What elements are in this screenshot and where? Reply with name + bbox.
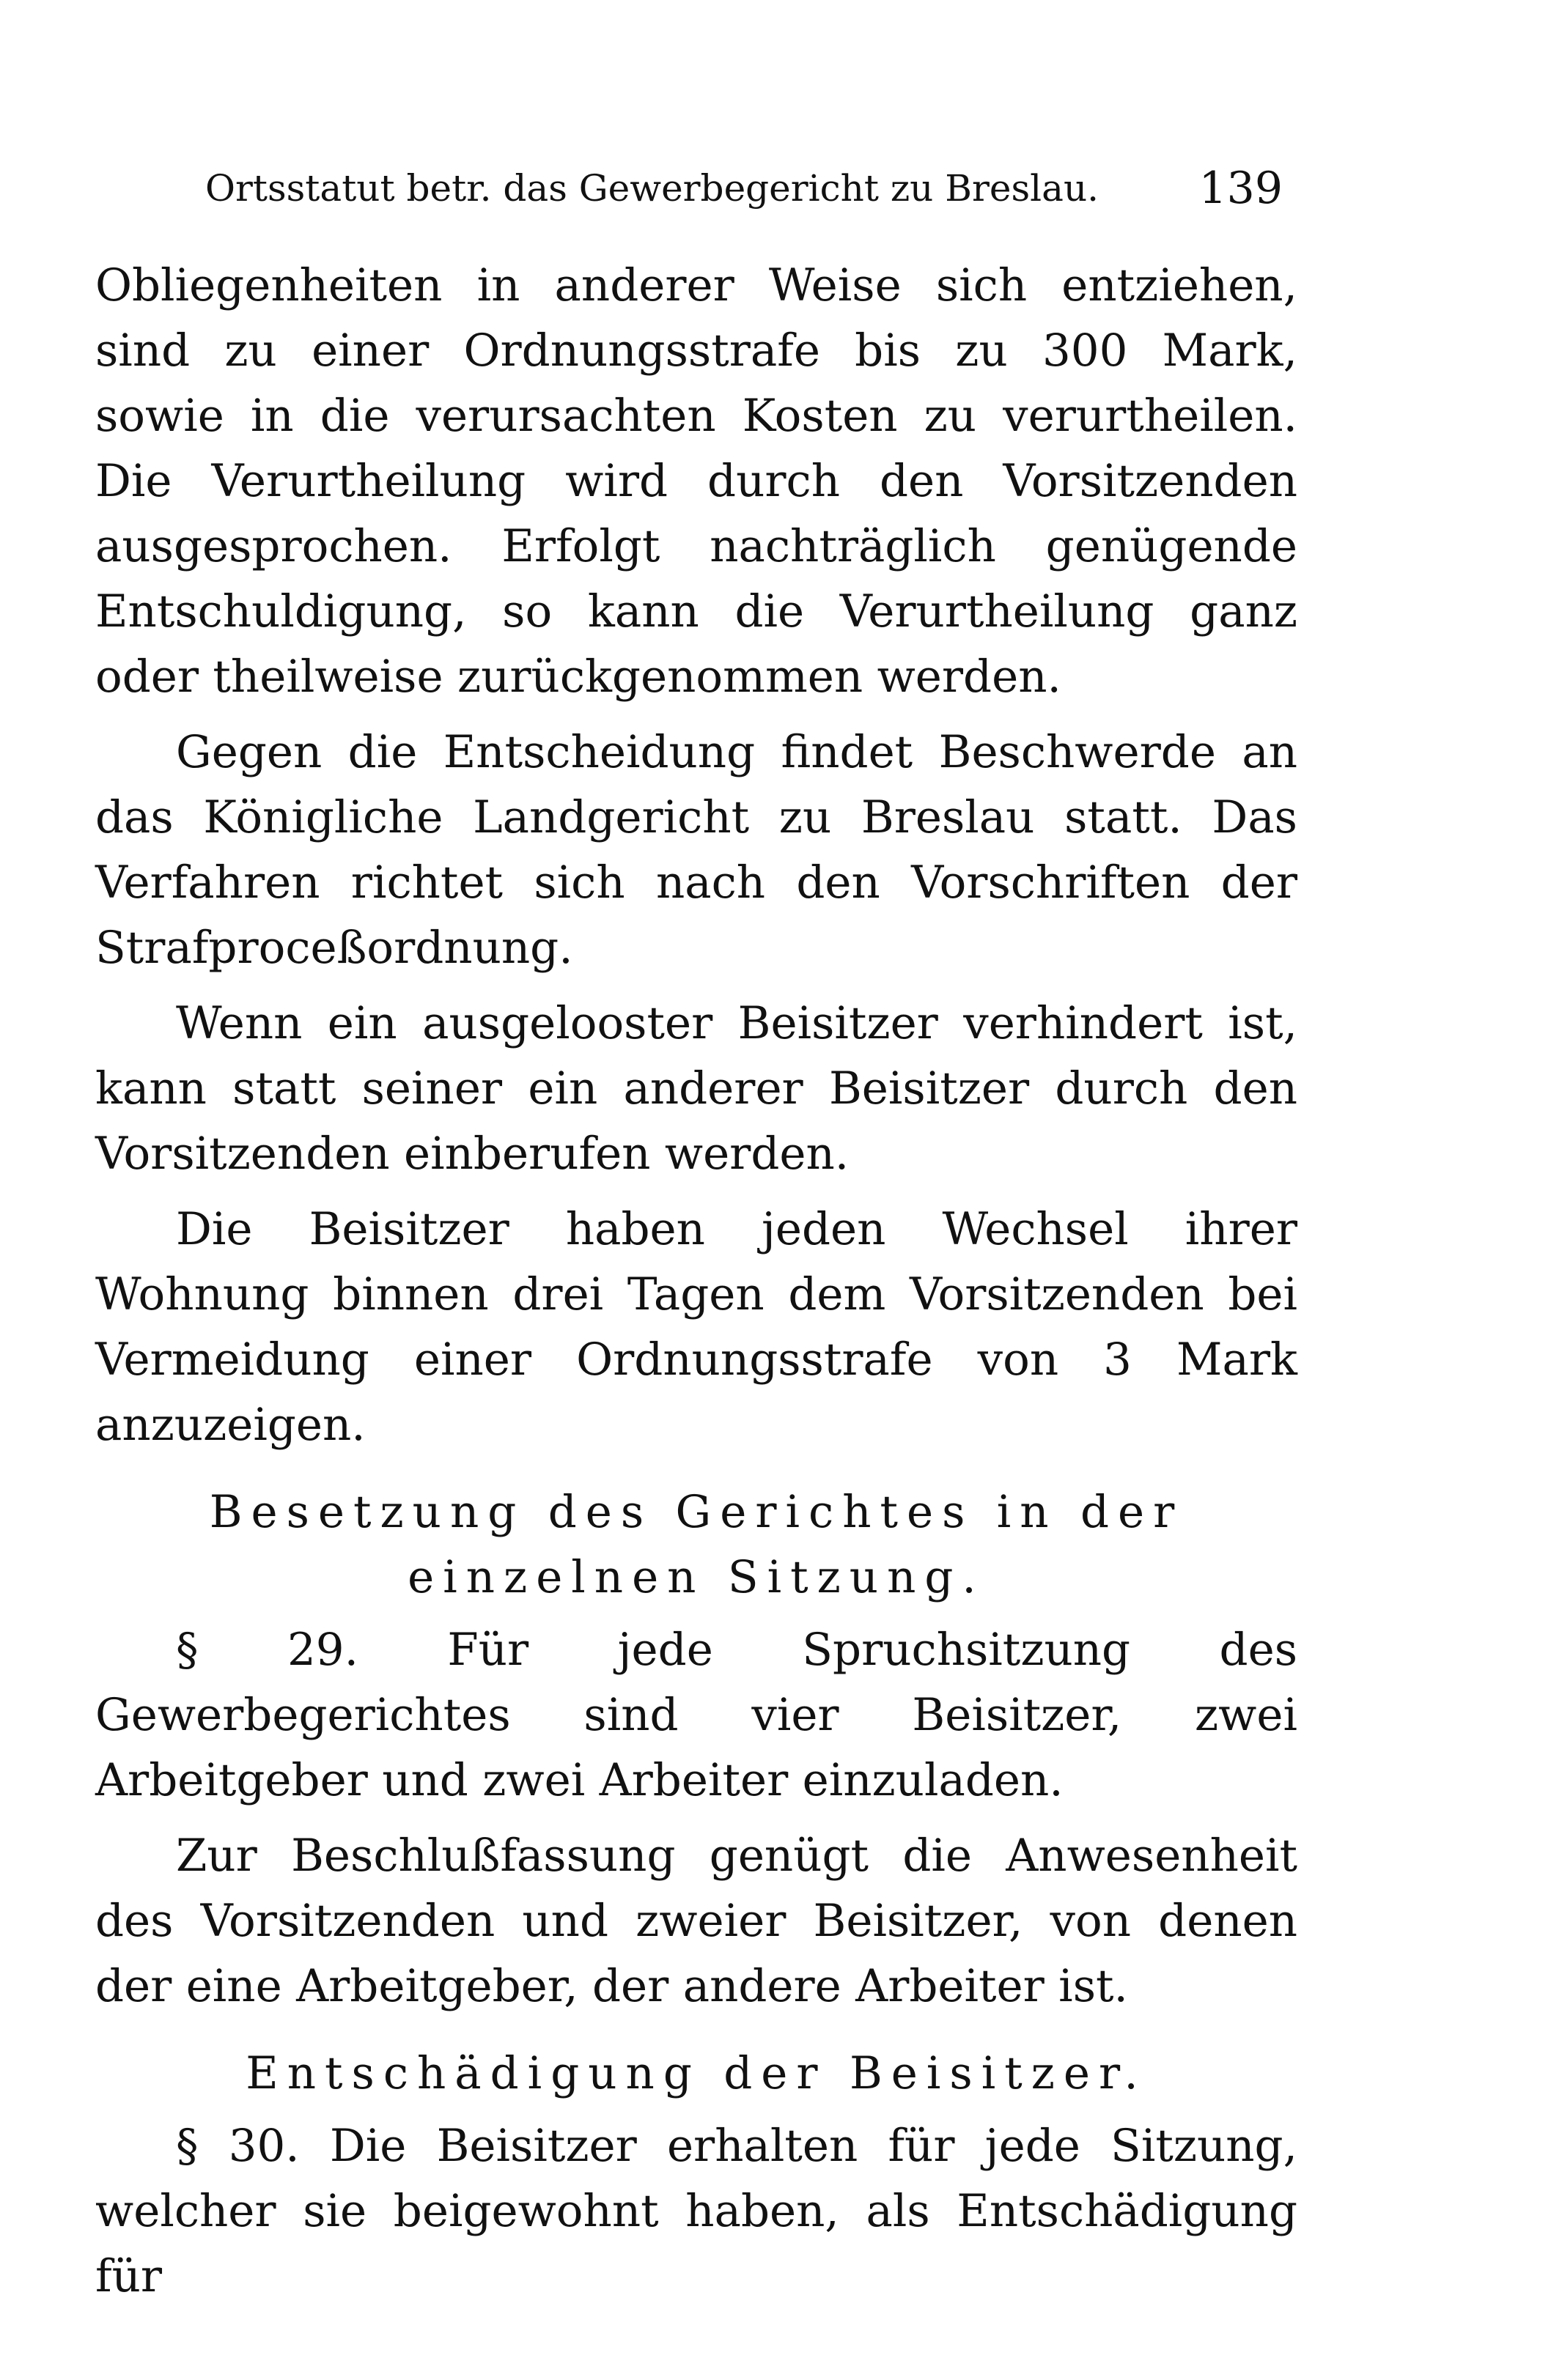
page-number: 139 bbox=[1198, 163, 1283, 214]
section-heading-30: Entschädigung der Beisitzer. bbox=[246, 2047, 1147, 2099]
section-30-paragraph: § 30. Die Beisitzer erhalten für jede Sitzung, welcher sie beigewohnt haben, als Entschädigung für bbox=[95, 2120, 1297, 2302]
paragraph-substitute: Wenn ein ausgelooster Beisitzer verhindert ist, kann statt seiner ein anderer Beisitzer durch den Vorsitzenden einberufen werden. bbox=[95, 997, 1297, 1180]
section-29-quorum-paragraph: Zur Beschlußfassung genügt die Anwesenheit des Vorsitzenden und zweier Beisitzer, von denen der eine Arbeitgeber, der andere Arbeiter ist. bbox=[95, 1830, 1297, 2012]
section-heading-29: Besetzung des Gerichtes in der einzelnen Sitzung. bbox=[209, 1486, 1184, 1603]
running-head bbox=[205, 163, 1283, 214]
paragraph-address-change: Die Beisitzer haben jeden Wechsel ihrer Wohnung binnen drei Tagen dem Vorsitzenden bei Vermeidung einer Ordnungsstrafe von 3 Mark anzuzeigen. bbox=[95, 1203, 1297, 1451]
running-title: Ortsstatut betr. das Gewerbegericht zu Breslau. bbox=[205, 167, 1099, 210]
body-text bbox=[95, 253, 1297, 2319]
paragraph-appeal: Gegen die Entscheidung findet Beschwerde an das Königliche Landgericht zu Breslau statt. Das Verfahren richtet sich nach den Vorschriften der Strafproceßordnung. bbox=[95, 726, 1297, 974]
paragraph-continued: Obliegenheiten in anderer Weise sich entziehen, sind zu einer Ordnungsstrafe bis zu 300 Mark, sowie in die verursachten Kosten zu verurtheilen. Die Verurtheilung wird durch den Vorsitzenden ausgesprochen. Erfolgt nachträglich genügende Entschuldigung, so kann die Verurtheilung ganz oder theilweise zurückgenommen werden. bbox=[95, 259, 1297, 703]
book-page bbox=[95, 0, 1297, 2380]
section-29-paragraph: § 29. Für jede Spruchsitzung des Gewerbegerichtes sind vier Beisitzer, zwei Arbeitgeber und zwei Arbeiter einzuladen. bbox=[95, 1624, 1297, 1806]
